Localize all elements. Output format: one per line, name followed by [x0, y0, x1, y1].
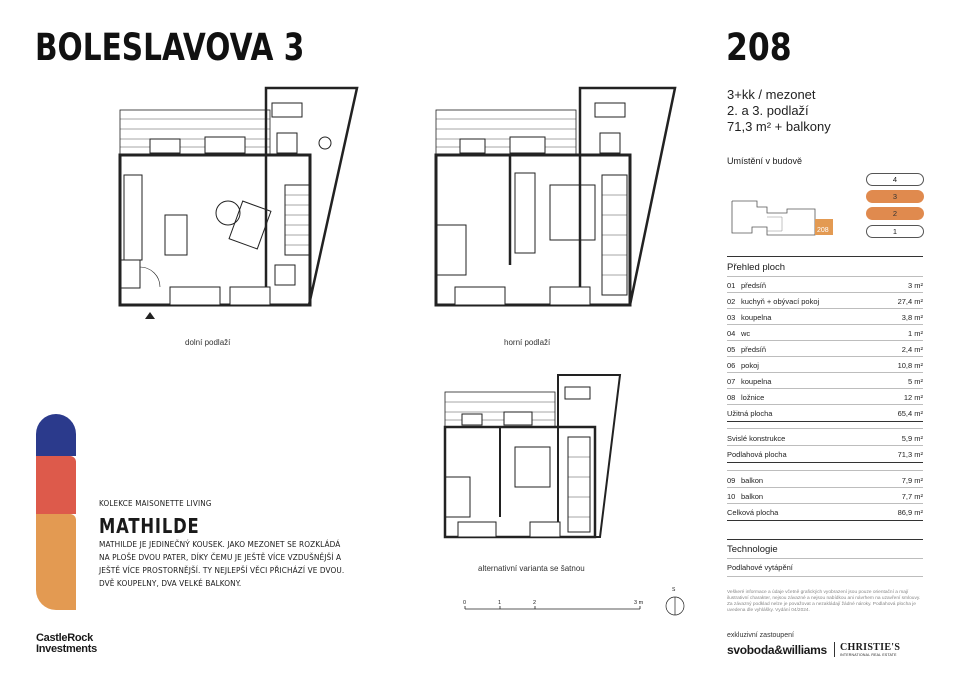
variant-floor-plan [440, 372, 640, 552]
keyplan-tag: 208 [817, 227, 829, 234]
scale-tick-1: 1 [498, 600, 502, 606]
orange-block [36, 514, 76, 610]
technology-item: Podlahové vytápění [727, 563, 793, 572]
scale-bar [462, 596, 652, 616]
total-area-row: Celková plocha 86,9 m² [727, 508, 923, 517]
developer-logo: CastleRock Investments [36, 632, 97, 655]
lower-floor-label: dolní podlaží [185, 338, 231, 347]
building-title: BOLESLAVOVA 3 [35, 26, 305, 69]
area-row: 07 koupelna 5 m² [727, 377, 923, 386]
brand-shapes [36, 414, 76, 612]
entrance-arrow [145, 312, 155, 319]
area-row: 01 předsíň 3 m² [727, 281, 923, 290]
scale-tick-2: 2 [533, 600, 537, 606]
unit-number: 208 [726, 26, 792, 69]
agency-label: exkluzivní zastoupení [727, 632, 794, 639]
unit-type: 3+kk / mezonet [727, 87, 816, 102]
floor-1: 1 [866, 225, 924, 238]
area-row: 06 pokoj 10,8 m² [727, 361, 923, 370]
red-block [36, 456, 76, 514]
structures-row: Svislé konstrukce 5,9 m² [727, 434, 923, 443]
floor-3: 3 [866, 190, 924, 203]
north-arrow-icon [664, 594, 686, 616]
scale-tick-0: 0 [463, 600, 467, 606]
unit-area: 71,3 m² + balkony [727, 119, 831, 134]
floor-area-row: Podlahová plocha 71,3 m² [727, 450, 923, 459]
blue-arch [36, 414, 76, 456]
scale-tick-3: 3 m [634, 600, 644, 606]
floor-2: 2 [866, 207, 924, 220]
areas-heading: Přehled ploch [727, 262, 786, 273]
logo-divider [834, 642, 835, 657]
partner-logo: CHRISTIE'S [840, 642, 901, 653]
unit-floors: 2. a 3. podlaží [727, 103, 809, 118]
upper-floor-label: horní podlaží [504, 338, 551, 347]
building-keyplan [727, 195, 837, 240]
area-row: 04 wc 1 m² [727, 329, 923, 338]
disclaimer: Veškeré informace a údaje včetně grafických vyobrazení jsou pouze orientační a mají ilustrativní charakter, nejsou závazné a nejsou nabídkou ani návrhem na uzavření smlouvy. Za závazný podklad nelze je považovat a nezakládají žádné nároky. Podlahová plocha je uvedena dle vyhlášky. Vydání 04/2024. [727, 590, 921, 613]
area-row: 02 kuchyň + obývací pokoj 27,4 m² [727, 297, 923, 306]
collection-description: MATHILDE JE JEDINEČNÝ KOUSEK. JAKO MEZONET SE ROZKLÁDÁ NA PLOŠE DVOU PATER, DÍKY ČEMU JE JEŠTĚ VÍCE VZDUŠNĚJŠÍ A JEŠTĚ VÍCE PROSTORNĚJŠÍ. TY NEJLEPŠÍ VĚCI PŘICHÁZÍ VE DVOU. DVĚ KOUPELNY, DVA VELKÉ BALKONY. [99, 540, 345, 588]
collection-label: KOLEKCE MAISONETTE LIVING [99, 499, 212, 508]
balcony-row: 09 balkon 7,9 m² [727, 476, 923, 485]
area-row: 03 koupelna 3,8 m² [727, 313, 923, 322]
upper-floor-plan [430, 85, 690, 320]
partner-sub: INTERNATIONAL REAL ESTATE [840, 653, 897, 657]
agency-logo: svoboda&williams [727, 643, 827, 657]
usable-area-row: Užitná plocha 65,4 m² [727, 409, 923, 418]
floor-4: 4 [866, 173, 924, 186]
area-row: 08 ložnice 12 m² [727, 393, 923, 402]
balcony-row: 10 balkon 7,7 m² [727, 492, 923, 501]
area-row: 05 předsíň 2,4 m² [727, 345, 923, 354]
location-heading: Umístění v budově [727, 156, 803, 166]
technology-heading: Technologie [727, 544, 778, 555]
variant-label: alternativní varianta se šatnou [478, 564, 585, 573]
collection-name: MATHILDE [99, 514, 200, 538]
north-label: S [672, 587, 676, 593]
lower-floor-plan [110, 85, 360, 320]
